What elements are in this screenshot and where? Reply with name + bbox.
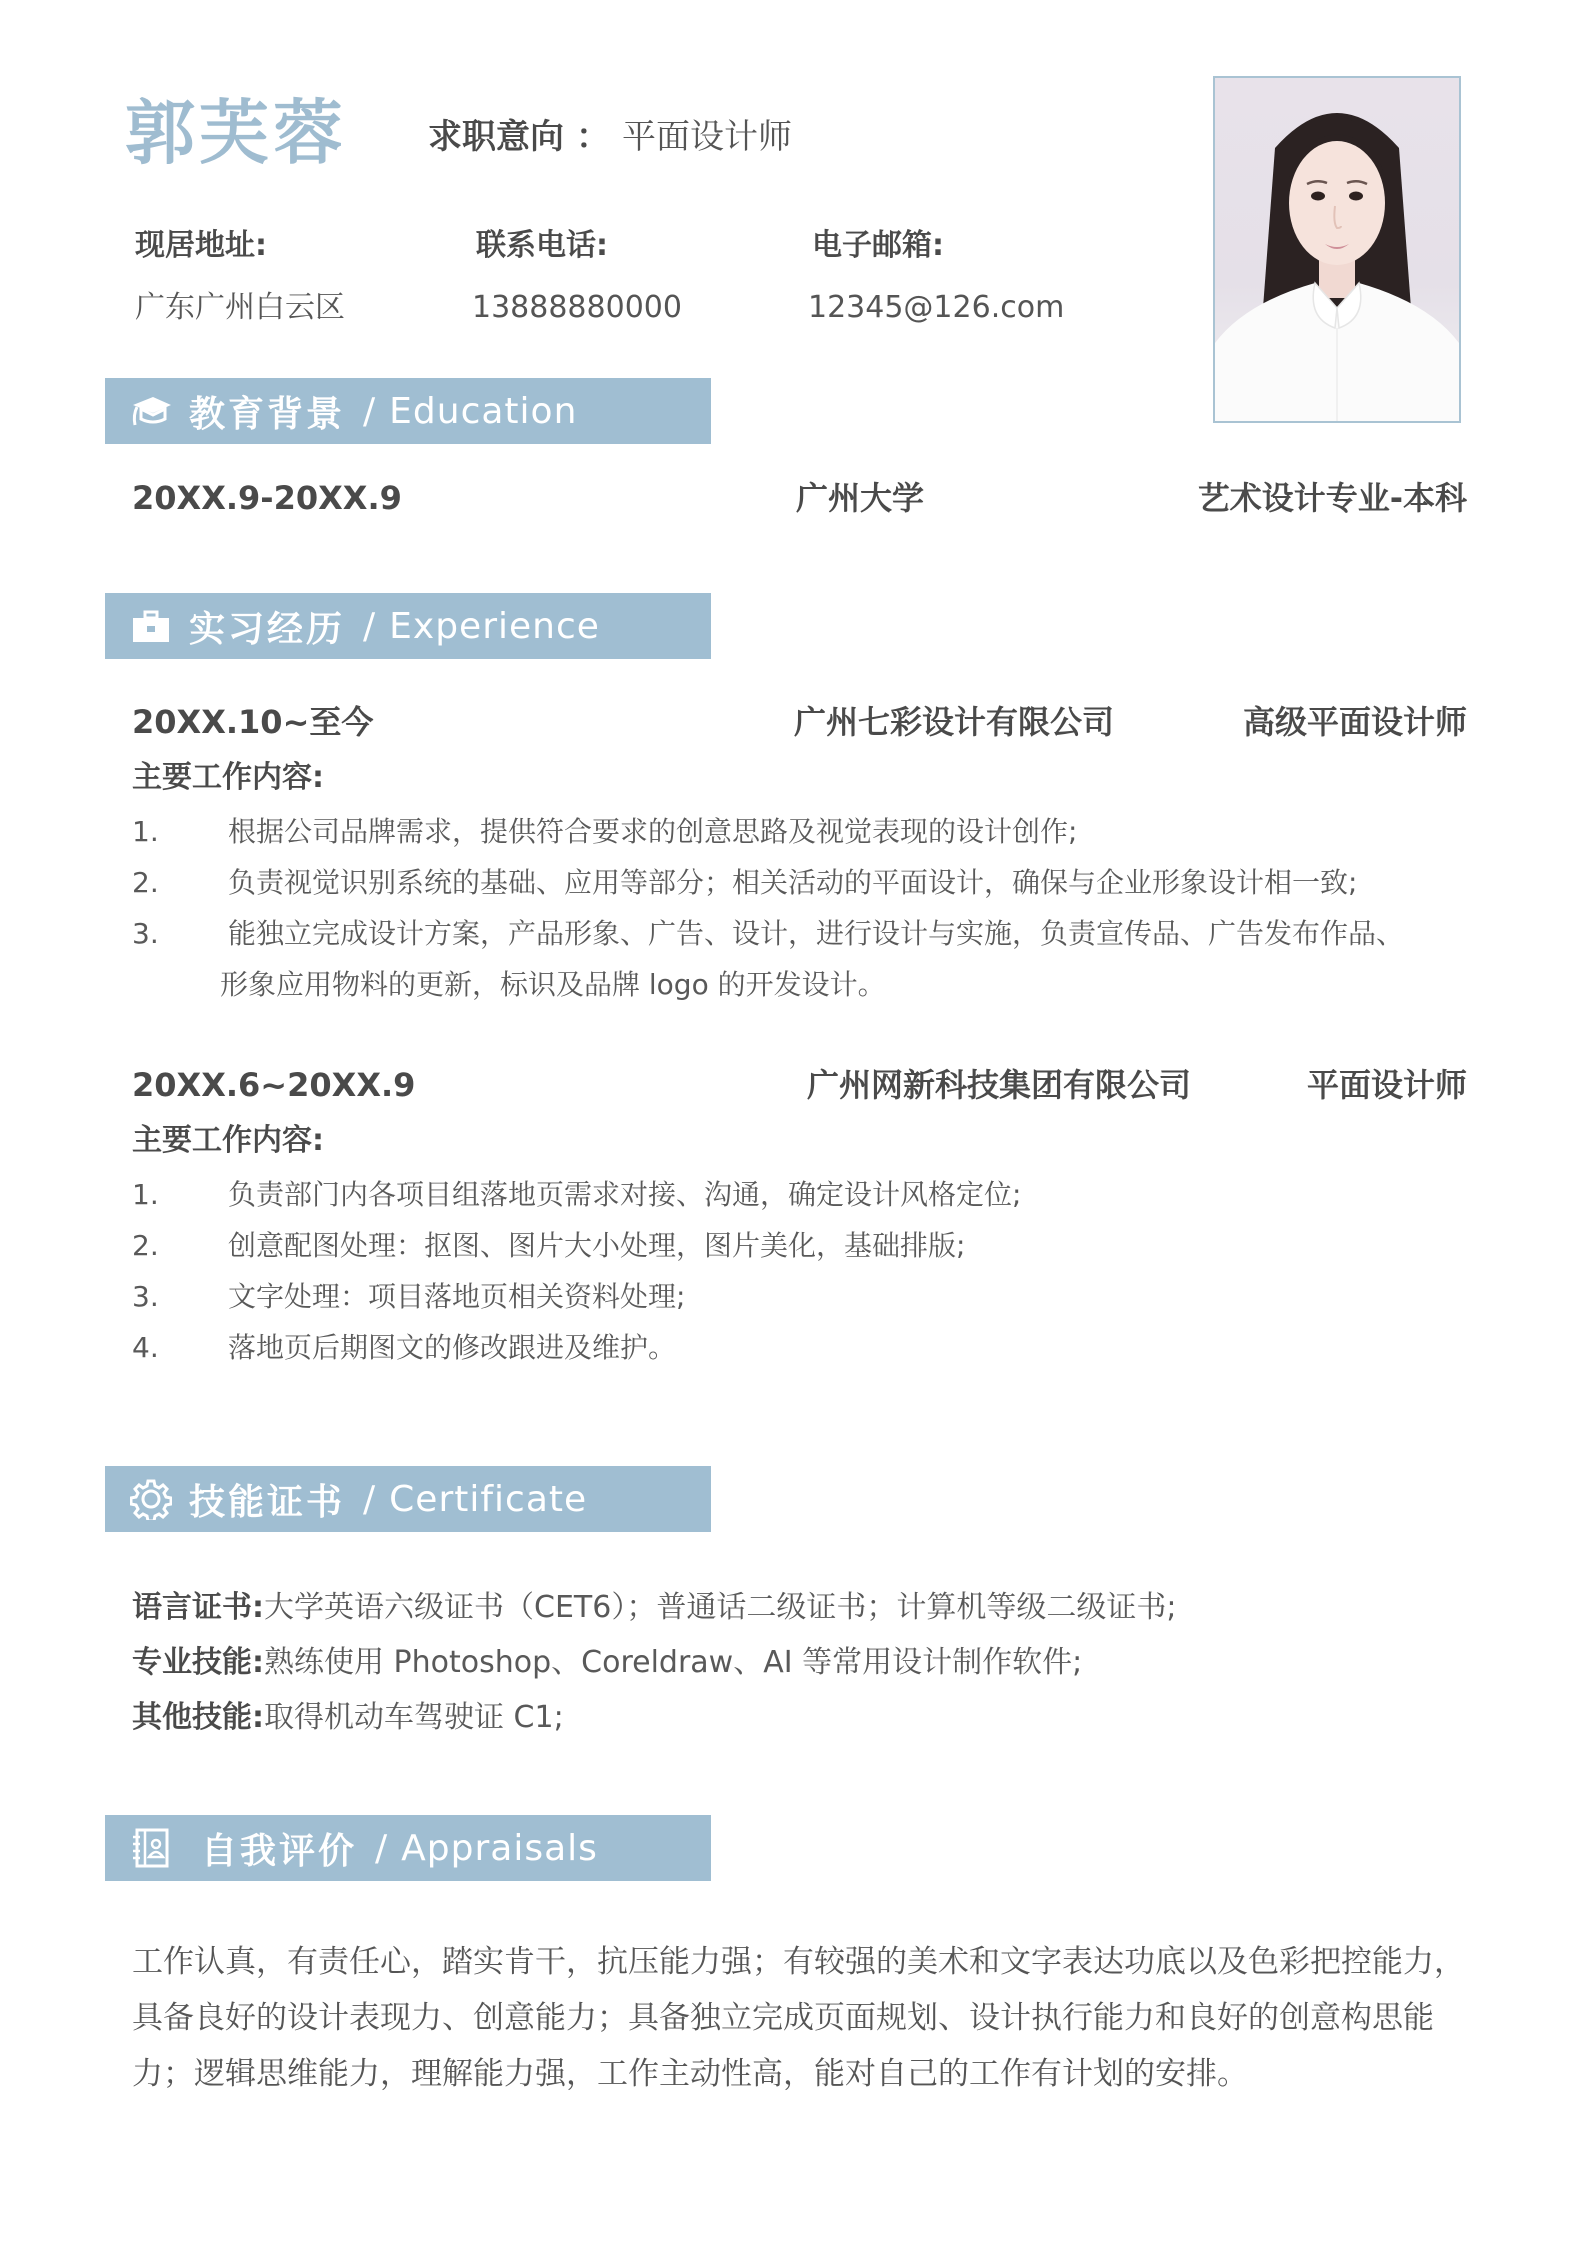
- job-intent-label: 求职意向: [428, 117, 564, 157]
- certificate-key: 语言证书:: [132, 1590, 264, 1625]
- list-text: 能独立完成设计方案，产品形象、广告、设计，进行设计与实施，负责宣传品、广告发布作品、: [228, 917, 1405, 950]
- list-number: 2.: [132, 1229, 159, 1262]
- job-role: 高级平面设计师: [1242, 703, 1467, 741]
- certificate-value: 大学英语六级证书（CET6）；普通话二级证书；计算机等级二级证书;: [264, 1590, 1177, 1625]
- duties-label: 主要工作内容:: [132, 1123, 324, 1158]
- briefcase-icon: [129, 604, 173, 648]
- list-number: 4.: [132, 1331, 159, 1364]
- job-company: 广州网新科技集团有限公司: [807, 1066, 1192, 1104]
- education-title-slash: /: [363, 390, 376, 432]
- job-role: 平面设计师: [1306, 1066, 1467, 1104]
- list-number: 1.: [132, 815, 159, 848]
- appraisal-title-cn: 自我评价: [201, 1830, 358, 1872]
- self-appraisal-text: 工作认真，有责任心，踏实肯干，抗压能力强；有较强的美术和文字表达功底以及色彩把控能力，具备良好的设计表现力、创意能力；具备独立完成页面规划、设计执行能力和良好的创意构思能力；逻辑思维能力，理解能力强，工作主动性高，能对自己的工作有计划的安排。: [132, 1944, 1465, 2092]
- education-period: 20XX.9-20XX.9: [132, 479, 402, 517]
- list-text-continuation: 形象应用物料的更新，标识及品牌 logo 的开发设计。: [220, 968, 886, 1001]
- experience-title-cn: 实习经历: [189, 608, 346, 650]
- education-title-cn: 教育背景: [189, 393, 346, 435]
- list-item: [132, 857, 1472, 908]
- list-number: 3.: [132, 917, 159, 950]
- list-number: 3.: [132, 1280, 159, 1313]
- list-text: 根据公司品牌需求，提供符合要求的创意思路及视觉表现的设计创作;: [228, 815, 1078, 848]
- job-intent-value: 平面设计师: [622, 117, 792, 157]
- experience-title-slash: /: [363, 605, 376, 647]
- list-item: [132, 806, 1472, 857]
- appraisal-title-slash: /: [375, 1827, 388, 1869]
- experience-title-en: Experience: [389, 605, 600, 647]
- job-intent: [428, 112, 792, 162]
- list-item: [132, 1322, 1472, 1373]
- education-title-en: Education: [389, 390, 578, 432]
- appraisal-section-header: [105, 1815, 711, 1881]
- certificate-key: 专业技能:: [132, 1645, 264, 1680]
- certificate-section-header: [105, 1466, 711, 1532]
- list-text: 创意配图处理：抠图、图片大小处理，图片美化，基础排版;: [228, 1229, 966, 1262]
- contact-book-icon: [129, 1826, 173, 1870]
- job-intent-separator: ：: [576, 117, 610, 157]
- job-period: 20XX.10~至今: [132, 703, 374, 741]
- experience-section-header: [105, 593, 711, 659]
- list-text: 负责部门内各项目组落地页需求对接、沟通，确定设计风格定位;: [228, 1178, 1022, 1211]
- certificate-title-cn: 技能证书: [189, 1481, 346, 1523]
- education-entry: [132, 476, 1467, 520]
- certificate-key: 其他技能:: [132, 1700, 264, 1735]
- list-text: 文字处理：项目落地页相关资料处理;: [228, 1280, 686, 1313]
- certificate-value: 熟练使用 Photoshop、Coreldraw、AI 等常用设计制作软件;: [264, 1645, 1083, 1680]
- experience-entry-1-header: [132, 700, 1467, 744]
- address-label: 现居地址:: [135, 228, 267, 263]
- certificate-list: [132, 1580, 1176, 1745]
- certificate-item-language: [132, 1580, 1176, 1635]
- job-1-duties-list: [132, 806, 1472, 1010]
- job-2-duties-list: [132, 1169, 1472, 1373]
- certificate-title-slash: /: [363, 1478, 376, 1520]
- list-item: [132, 1271, 1472, 1322]
- certificate-item-other: [132, 1690, 1176, 1745]
- phone-label: 联系电话:: [476, 228, 608, 263]
- email-value: 12345@126.com: [808, 290, 1065, 325]
- list-text: 落地页后期图文的修改跟进及维护。: [228, 1331, 677, 1364]
- job-period: 20XX.6~20XX.9: [132, 1066, 416, 1104]
- job-company: 广州七彩设计有限公司: [794, 703, 1115, 741]
- education-school: 广州大学: [796, 479, 925, 517]
- certificate-value: 取得机动车驾驶证 C1;: [264, 1700, 564, 1735]
- phone-value: 13888880000: [472, 290, 682, 325]
- address-value: 广东广州白云区: [135, 290, 345, 325]
- list-text: 负责视觉识别系统的基础、应用等部分；相关活动的平面设计，确保与企业形象设计相一致;: [228, 866, 1358, 899]
- list-item: [132, 1169, 1472, 1220]
- experience-entry-2-header: [132, 1063, 1467, 1107]
- email-label: 电子邮箱:: [812, 228, 944, 263]
- list-number: 1.: [132, 1178, 159, 1211]
- profile-photo: [1213, 76, 1461, 423]
- list-item: [132, 1220, 1472, 1271]
- duties-label: 主要工作内容:: [132, 760, 324, 795]
- candidate-name: 郭芙蓉: [125, 92, 347, 174]
- gear-icon: [129, 1477, 173, 1521]
- certificate-item-professional: [132, 1635, 1176, 1690]
- list-item: [132, 908, 1472, 959]
- certificate-title-en: Certificate: [389, 1478, 588, 1520]
- list-number: 2.: [132, 866, 159, 899]
- appraisal-title-en: Appraisals: [401, 1827, 598, 1869]
- graduation-cap-icon: [129, 389, 173, 433]
- education-major: 艺术设计专业-本科: [1197, 479, 1467, 517]
- education-section-header: [105, 378, 711, 444]
